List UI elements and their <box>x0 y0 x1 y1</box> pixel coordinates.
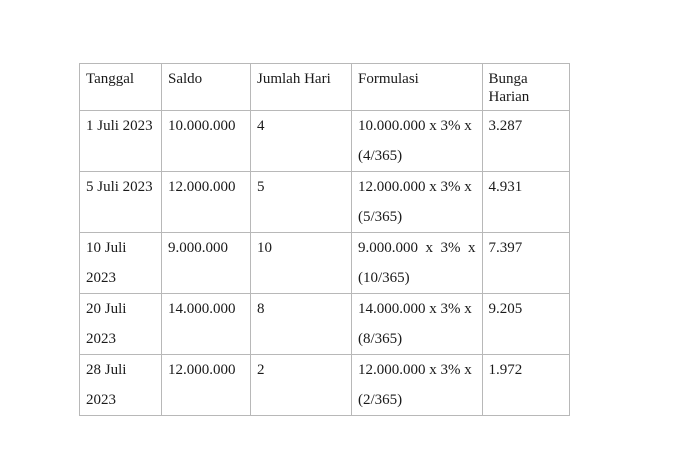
cell-tanggal: 1 Juli 2023 <box>80 111 162 172</box>
cell-tanggal: 10 Juli 2023 <box>80 233 162 294</box>
table-row <box>80 294 570 355</box>
cell-jumlah-hari: 5 <box>251 172 352 233</box>
table-row <box>80 111 570 172</box>
cell-bunga-harian: 7.397 <box>482 233 569 294</box>
daily-interest-table <box>79 63 570 416</box>
cell-bunga-harian: 9.205 <box>482 294 569 355</box>
cell-tanggal: 28 Juli 2023 <box>80 355 162 416</box>
formula-line-1: 10.000.000 x 3% x <box>358 118 472 134</box>
cell-formulasi <box>352 294 483 355</box>
formula-line-1: 12.000.000 x 3% x <box>358 179 472 195</box>
formula-line-2: (4/365) <box>358 148 403 164</box>
cell-saldo: 12.000.000 <box>162 355 251 416</box>
cell-bunga-harian: 4.931 <box>482 172 569 233</box>
header-saldo: Saldo <box>162 64 251 111</box>
header-formulasi: Formulasi <box>352 64 483 111</box>
table-row <box>80 233 570 294</box>
table-header-row <box>80 64 570 111</box>
cell-tanggal: 20 Juli 2023 <box>80 294 162 355</box>
formula-line-1: 14.000.000 x 3% x <box>358 301 472 317</box>
cell-saldo: 10.000.000 <box>162 111 251 172</box>
cell-jumlah-hari: 4 <box>251 111 352 172</box>
formula-line-1: 12.000.000 x 3% x <box>358 362 472 378</box>
header-jumlah-hari: Jumlah Hari <box>251 64 352 111</box>
formula-line-2: (8/365) <box>358 331 403 347</box>
formula-line-2: (10/365) <box>358 270 410 286</box>
header-tanggal: Tanggal <box>80 64 162 111</box>
header-bunga-harian: Bunga Harian <box>482 64 569 111</box>
formula-line-2: (5/365) <box>358 209 403 225</box>
cell-tanggal: 5 Juli 2023 <box>80 172 162 233</box>
formula-line-2: (2/365) <box>358 392 403 408</box>
cell-bunga-harian: 3.287 <box>482 111 569 172</box>
cell-formulasi <box>352 172 483 233</box>
cell-jumlah-hari: 2 <box>251 355 352 416</box>
cell-formulasi <box>352 233 483 294</box>
cell-bunga-harian: 1.972 <box>482 355 569 416</box>
formula-line-1: 9.000.000 x 3% x <box>358 240 476 256</box>
table-row <box>80 172 570 233</box>
cell-saldo: 14.000.000 <box>162 294 251 355</box>
cell-jumlah-hari: 10 <box>251 233 352 294</box>
table-row <box>80 355 570 416</box>
cell-saldo: 9.000.000 <box>162 233 251 294</box>
cell-jumlah-hari: 8 <box>251 294 352 355</box>
cell-formulasi <box>352 111 483 172</box>
cell-formulasi <box>352 355 483 416</box>
cell-saldo: 12.000.000 <box>162 172 251 233</box>
